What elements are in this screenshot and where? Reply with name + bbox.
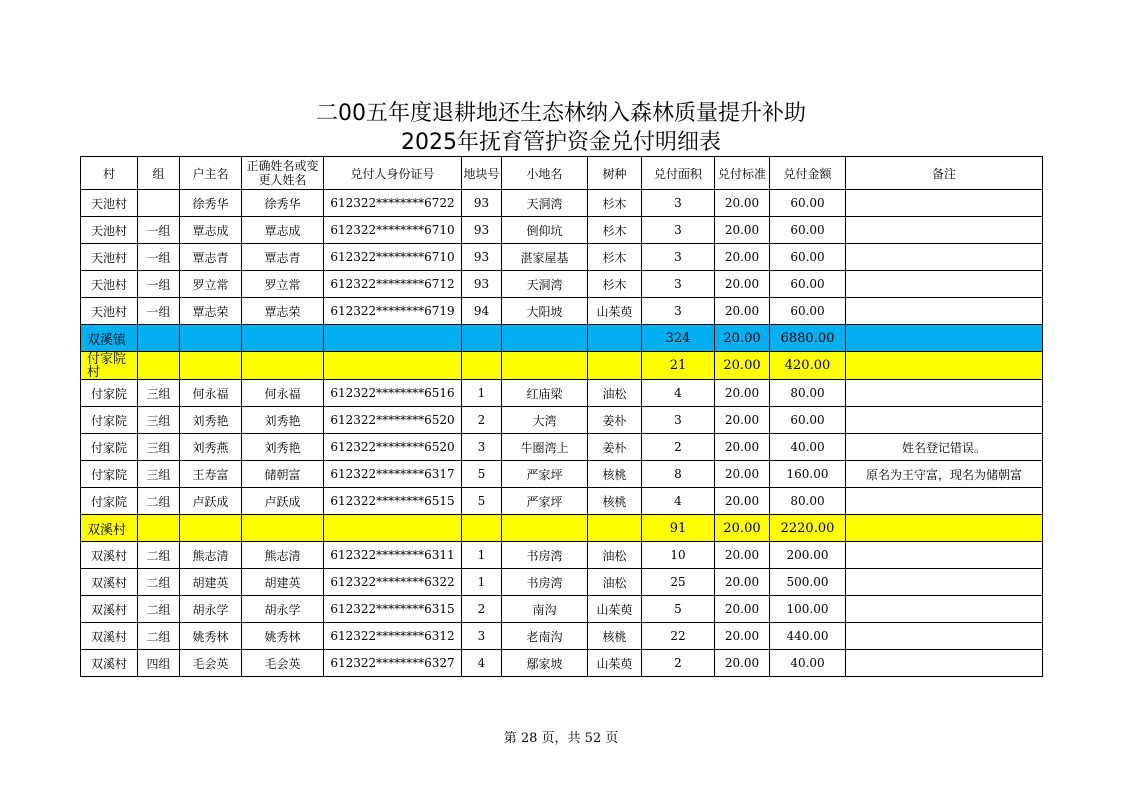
table-row: [81, 542, 1043, 569]
cell-plot-no: 2: [462, 596, 502, 623]
subtotal-row: [81, 352, 1043, 380]
subtotal-empty-cell: [242, 352, 324, 380]
cell-remarks: [846, 190, 1043, 217]
cell-correct-name: 何永福: [242, 380, 324, 407]
table-row: [81, 650, 1043, 677]
cell-village: 天池村: [81, 217, 138, 244]
cell-correct-name: 刘秀艳: [242, 434, 324, 461]
cell-correct-name: 卢跃成: [242, 488, 324, 515]
cell-id-number: 612322********6327: [324, 650, 462, 677]
cell-remarks: [846, 244, 1043, 271]
cell-place-name: 牛圈湾上: [502, 434, 588, 461]
cell-correct-name: 熊志清: [242, 542, 324, 569]
cell-plot-no: 93: [462, 244, 502, 271]
page-title-line1: 二00五年度退耕地还生态林纳入森林质量提升补助: [316, 101, 806, 126]
cell-remarks: [846, 407, 1043, 434]
table-row: [81, 434, 1043, 461]
header-id-number: 兑付人身份证号: [324, 157, 462, 190]
cell-standard: 20.00: [715, 244, 770, 271]
cell-area: 4: [642, 380, 715, 407]
cell-id-number: 612322********6722: [324, 190, 462, 217]
cell-standard: 20.00: [715, 271, 770, 298]
cell-village: 天池村: [81, 244, 138, 271]
cell-plot-no: 5: [462, 488, 502, 515]
cell-area: 3: [642, 298, 715, 325]
cell-correct-name: 覃志荣: [242, 298, 324, 325]
subtotal-empty-cell: [180, 325, 242, 352]
cell-place-name: 严家坪: [502, 461, 588, 488]
subtotal-empty-cell: [462, 352, 502, 380]
cell-household-head: 胡永学: [180, 596, 242, 623]
cell-group: [138, 190, 180, 217]
cell-id-number: 612322********6712: [324, 271, 462, 298]
subtotal-empty-cell: [846, 515, 1043, 542]
cell-remarks: [846, 217, 1043, 244]
cell-area: 3: [642, 407, 715, 434]
cell-amount: 160.00: [770, 461, 846, 488]
cell-id-number: 612322********6710: [324, 244, 462, 271]
payment-detail-table: [80, 156, 1043, 677]
subtotal-name: 双溪村: [81, 515, 138, 542]
table-body: [81, 190, 1043, 677]
cell-tree-species: 油松: [588, 542, 642, 569]
cell-amount: 80.00: [770, 488, 846, 515]
cell-place-name: 书房湾: [502, 542, 588, 569]
cell-id-number: 612322********6311: [324, 542, 462, 569]
cell-place-name: 红庙梁: [502, 380, 588, 407]
cell-group: 二组: [138, 596, 180, 623]
cell-tree-species: 核桃: [588, 488, 642, 515]
cell-area: 3: [642, 217, 715, 244]
cell-place-name: 倒仰坑: [502, 217, 588, 244]
table-row: [81, 407, 1043, 434]
cell-plot-no: 5: [462, 461, 502, 488]
cell-plot-no: 3: [462, 434, 502, 461]
cell-plot-no: 93: [462, 271, 502, 298]
table-row: [81, 461, 1043, 488]
cell-plot-no: 3: [462, 623, 502, 650]
cell-household-head: 王寿富: [180, 461, 242, 488]
cell-id-number: 612322********6515: [324, 488, 462, 515]
cell-household-head: 罗立常: [180, 271, 242, 298]
cell-village: 双溪村: [81, 569, 138, 596]
subtotal-empty-cell: [242, 325, 324, 352]
cell-household-head: 熊志清: [180, 542, 242, 569]
subtotal-name: 付家院村: [81, 352, 138, 380]
subtotal-row: [81, 515, 1043, 542]
subtotal-row: [81, 325, 1043, 352]
cell-correct-name: 胡永学: [242, 596, 324, 623]
cell-correct-name: 胡建英: [242, 569, 324, 596]
cell-area: 3: [642, 244, 715, 271]
subtotal-name: 双溪镇: [81, 325, 138, 352]
table-row: [81, 623, 1043, 650]
cell-tree-species: 山茱萸: [588, 596, 642, 623]
header-place-name: 小地名: [502, 157, 588, 190]
cell-amount: 60.00: [770, 407, 846, 434]
cell-village: 天池村: [81, 271, 138, 298]
page-number: 第 28 页，共 52 页: [503, 731, 619, 746]
cell-standard: 20.00: [715, 542, 770, 569]
cell-amount: 40.00: [770, 650, 846, 677]
cell-id-number: 612322********6315: [324, 596, 462, 623]
cell-group: 一组: [138, 271, 180, 298]
subtotal-empty-cell: [588, 325, 642, 352]
table-header-row: [81, 157, 1043, 190]
header-amount: 兑付金额: [770, 157, 846, 190]
cell-village: 付家院: [81, 461, 138, 488]
cell-household-head: 卢跃成: [180, 488, 242, 515]
cell-village: 双溪村: [81, 596, 138, 623]
header-correct-name-label: 正确姓名或变更人姓名: [246, 159, 319, 187]
cell-group: 三组: [138, 407, 180, 434]
cell-remarks: 原名为王守富，现名为储朝富: [846, 461, 1043, 488]
cell-plot-no: 1: [462, 542, 502, 569]
cell-plot-no: 94: [462, 298, 502, 325]
cell-group: 一组: [138, 298, 180, 325]
cell-standard: 20.00: [715, 596, 770, 623]
cell-place-name: 书房湾: [502, 569, 588, 596]
subtotal-amount: 2220.00: [770, 515, 846, 542]
cell-standard: 20.00: [715, 407, 770, 434]
subtotal-empty-cell: [324, 325, 462, 352]
cell-plot-no: 93: [462, 217, 502, 244]
subtotal-standard: 20.00: [715, 325, 770, 352]
subtotal-empty-cell: [846, 352, 1043, 380]
cell-plot-no: 1: [462, 569, 502, 596]
cell-tree-species: 核桃: [588, 461, 642, 488]
subtotal-empty-cell: [502, 325, 588, 352]
cell-remarks: 姓名登记错误。: [846, 434, 1043, 461]
table-row: [81, 380, 1043, 407]
cell-amount: 40.00: [770, 434, 846, 461]
cell-area: 10: [642, 542, 715, 569]
cell-correct-name: 覃志成: [242, 217, 324, 244]
cell-place-name: 鄢家坡: [502, 650, 588, 677]
subtotal-standard: 20.00: [715, 515, 770, 542]
cell-id-number: 612322********6719: [324, 298, 462, 325]
cell-tree-species: 山茱萸: [588, 298, 642, 325]
cell-correct-name: 覃志青: [242, 244, 324, 271]
cell-group: 二组: [138, 623, 180, 650]
cell-id-number: 612322********6322: [324, 569, 462, 596]
subtotal-empty-cell: [846, 325, 1043, 352]
subtotal-area: 21: [642, 352, 715, 380]
cell-household-head: 何永福: [180, 380, 242, 407]
cell-tree-species: 油松: [588, 380, 642, 407]
cell-household-head: 徐秀华: [180, 190, 242, 217]
cell-plot-no: 4: [462, 650, 502, 677]
cell-id-number: 612322********6520: [324, 407, 462, 434]
cell-village: 天池村: [81, 298, 138, 325]
cell-remarks: [846, 271, 1043, 298]
cell-id-number: 612322********6317: [324, 461, 462, 488]
cell-standard: 20.00: [715, 380, 770, 407]
cell-area: 3: [642, 271, 715, 298]
subtotal-empty-cell: [180, 515, 242, 542]
subtotal-empty-cell: [324, 515, 462, 542]
cell-place-name: 大阳坡: [502, 298, 588, 325]
cell-amount: 60.00: [770, 190, 846, 217]
cell-household-head: 覃志荣: [180, 298, 242, 325]
cell-area: 2: [642, 434, 715, 461]
cell-place-name: 天洞湾: [502, 271, 588, 298]
cell-amount: 60.00: [770, 271, 846, 298]
cell-group: 一组: [138, 217, 180, 244]
cell-group: 二组: [138, 488, 180, 515]
cell-standard: 20.00: [715, 569, 770, 596]
table-row: [81, 271, 1043, 298]
cell-standard: 20.00: [715, 434, 770, 461]
cell-id-number: 612322********6520: [324, 434, 462, 461]
cell-household-head: 胡建英: [180, 569, 242, 596]
cell-area: 5: [642, 596, 715, 623]
cell-id-number: 612322********6312: [324, 623, 462, 650]
cell-tree-species: 山茱萸: [588, 650, 642, 677]
subtotal-empty-cell: [588, 515, 642, 542]
subtotal-empty-cell: [180, 352, 242, 380]
table-row: [81, 217, 1043, 244]
cell-remarks: [846, 569, 1043, 596]
table-row: [81, 298, 1043, 325]
cell-amount: 440.00: [770, 623, 846, 650]
header-group: 组: [138, 157, 180, 190]
cell-remarks: [846, 623, 1043, 650]
subtotal-empty-cell: [138, 325, 180, 352]
cell-remarks: [846, 542, 1043, 569]
subtotal-amount: 420.00: [770, 352, 846, 380]
cell-household-head: 刘秀艳: [180, 407, 242, 434]
cell-household-head: 覃志成: [180, 217, 242, 244]
cell-area: 22: [642, 623, 715, 650]
cell-plot-no: 2: [462, 407, 502, 434]
cell-tree-species: 杉木: [588, 217, 642, 244]
cell-group: 四组: [138, 650, 180, 677]
cell-amount: 100.00: [770, 596, 846, 623]
subtotal-area: 91: [642, 515, 715, 542]
cell-area: 2: [642, 650, 715, 677]
subtotal-amount: 6880.00: [770, 325, 846, 352]
cell-amount: 60.00: [770, 217, 846, 244]
cell-tree-species: 杉木: [588, 190, 642, 217]
cell-area: 8: [642, 461, 715, 488]
cell-amount: 60.00: [770, 298, 846, 325]
header-remarks: 备注: [846, 157, 1043, 190]
cell-amount: 200.00: [770, 542, 846, 569]
cell-village: 付家院: [81, 488, 138, 515]
subtotal-empty-cell: [462, 515, 502, 542]
cell-plot-no: 93: [462, 190, 502, 217]
subtotal-empty-cell: [138, 515, 180, 542]
cell-tree-species: 姜朴: [588, 434, 642, 461]
cell-correct-name: 罗立常: [242, 271, 324, 298]
cell-village: 双溪村: [81, 542, 138, 569]
cell-amount: 60.00: [770, 244, 846, 271]
subtotal-empty-cell: [502, 352, 588, 380]
cell-remarks: [846, 650, 1043, 677]
page-title-line2: 2025年抚育管护资金兑付明细表: [401, 130, 721, 155]
cell-tree-species: 核桃: [588, 623, 642, 650]
cell-place-name: 南沟: [502, 596, 588, 623]
cell-standard: 20.00: [715, 217, 770, 244]
cell-group: 二组: [138, 569, 180, 596]
cell-correct-name: 刘秀艳: [242, 407, 324, 434]
subtotal-empty-cell: [462, 325, 502, 352]
cell-tree-species: 姜朴: [588, 407, 642, 434]
cell-village: 双溪村: [81, 650, 138, 677]
cell-place-name: 天洞湾: [502, 190, 588, 217]
table-row: [81, 596, 1043, 623]
subtotal-empty-cell: [242, 515, 324, 542]
cell-area: 3: [642, 190, 715, 217]
cell-remarks: [846, 488, 1043, 515]
table-row: [81, 190, 1043, 217]
cell-amount: 80.00: [770, 380, 846, 407]
cell-household-head: 毛会英: [180, 650, 242, 677]
subtotal-empty-cell: [138, 352, 180, 380]
cell-standard: 20.00: [715, 650, 770, 677]
cell-household-head: 姚秀林: [180, 623, 242, 650]
subtotal-standard: 20.00: [715, 352, 770, 380]
table-row: [81, 244, 1043, 271]
header-plot-no: 地块号: [462, 157, 502, 190]
header-tree-species: 树种: [588, 157, 642, 190]
cell-remarks: [846, 380, 1043, 407]
cell-standard: 20.00: [715, 461, 770, 488]
cell-group: 三组: [138, 380, 180, 407]
cell-place-name: 严家坪: [502, 488, 588, 515]
cell-area: 4: [642, 488, 715, 515]
cell-group: 三组: [138, 434, 180, 461]
cell-village: 付家院: [81, 407, 138, 434]
cell-standard: 20.00: [715, 298, 770, 325]
cell-correct-name: 储朝富: [242, 461, 324, 488]
cell-standard: 20.00: [715, 190, 770, 217]
cell-group: 三组: [138, 461, 180, 488]
cell-place-name: 大湾: [502, 407, 588, 434]
cell-place-name: 老南沟: [502, 623, 588, 650]
cell-remarks: [846, 596, 1043, 623]
cell-household-head: 刘秀燕: [180, 434, 242, 461]
cell-household-head: 覃志青: [180, 244, 242, 271]
cell-village: 双溪村: [81, 623, 138, 650]
table-row: [81, 488, 1043, 515]
header-household-head: 户主名: [180, 157, 242, 190]
cell-amount: 500.00: [770, 569, 846, 596]
header-correct-name: [242, 157, 324, 190]
cell-standard: 20.00: [715, 623, 770, 650]
cell-area: 25: [642, 569, 715, 596]
cell-tree-species: 杉木: [588, 271, 642, 298]
table-row: [81, 569, 1043, 596]
cell-standard: 20.00: [715, 488, 770, 515]
cell-tree-species: 油松: [588, 569, 642, 596]
cell-correct-name: 毛会英: [242, 650, 324, 677]
cell-correct-name: 姚秀林: [242, 623, 324, 650]
cell-remarks: [846, 298, 1043, 325]
cell-id-number: 612322********6710: [324, 217, 462, 244]
cell-group: 一组: [138, 244, 180, 271]
cell-tree-species: 杉木: [588, 244, 642, 271]
subtotal-empty-cell: [588, 352, 642, 380]
cell-place-name: 湛家屋基: [502, 244, 588, 271]
cell-correct-name: 徐秀华: [242, 190, 324, 217]
cell-village: 付家院: [81, 434, 138, 461]
cell-village: 付家院: [81, 380, 138, 407]
header-village: 村: [81, 157, 138, 190]
header-standard: 兑付标准: [715, 157, 770, 190]
cell-village: 天池村: [81, 190, 138, 217]
header-area: 兑付面积: [642, 157, 715, 190]
subtotal-area: 324: [642, 325, 715, 352]
cell-id-number: 612322********6516: [324, 380, 462, 407]
subtotal-empty-cell: [502, 515, 588, 542]
cell-group: 二组: [138, 542, 180, 569]
subtotal-empty-cell: [324, 352, 462, 380]
cell-plot-no: 1: [462, 380, 502, 407]
